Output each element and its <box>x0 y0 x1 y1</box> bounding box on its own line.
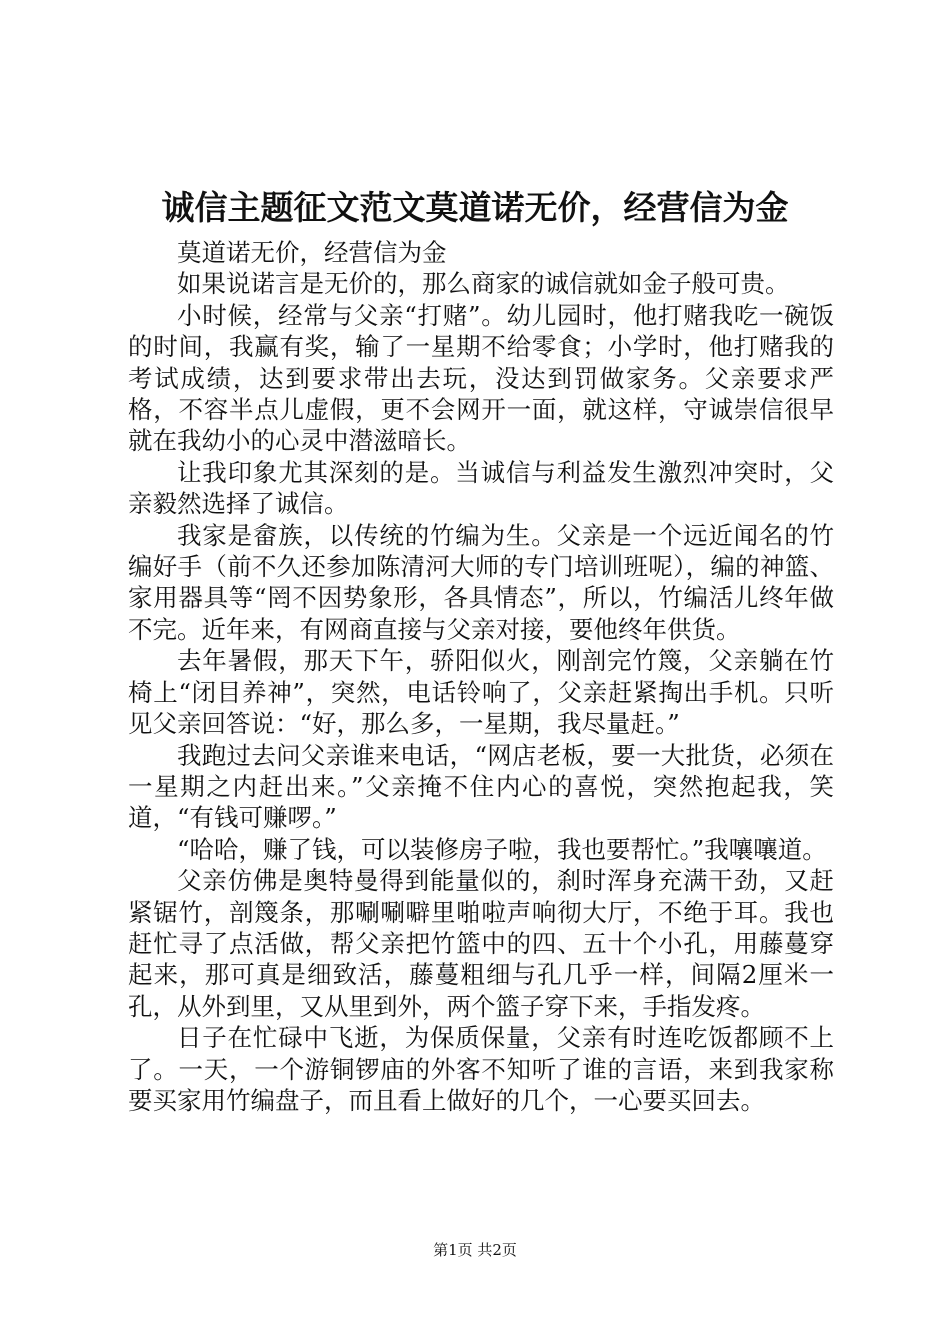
document-body <box>128 237 834 1116</box>
paragraph: 小时候，经常与父亲“打赌”。幼儿园时，他打赌我吃一碗饭的时间，我赢有奖，输了一星期不给零食；小学时，他打赌我的考试成绩，达到要求带出去玩，没达到罚做家务。父亲要求严格，不容半点儿虚假，更不会网开一面，就这样，守诚崇信很早就在我幼小的心灵中潜滋暗长。 <box>128 300 834 456</box>
paragraph: 父亲仿佛是奥特曼得到能量似的，刹时浑身充满干劲，又赶紧锯竹，剖篾条，那唰唰噼里啪啦声响彻大厅，不绝于耳。我也赶忙寻了点活做，帮父亲把竹篮中的四、五十个小孔，用藤蔓穿起来，那可真是细致活，藤蔓粗细与孔几乎一样，间隔2厘米一孔，从外到里，又从里到外，两个篮子穿下来，手指发疼。 <box>128 866 834 1021</box>
page-footer: 第1页 共2页 <box>433 1241 517 1259</box>
paragraph: 我家是畲族，以传统的竹编为生。父亲是一个远近闻名的竹编好手（前不久还参加陈清河大师的专门培训班呢），编的神篮、家用器具等“罔不因势象形，各具情态”，所以，竹编活儿终年做不完。近年来，有网商直接与父亲对接，要他终年供货。 <box>128 520 834 644</box>
document-title: 诚信主题征文范文莫道诺无价，经营信为金 <box>161 188 789 227</box>
paragraph: 我跑过去问父亲谁来电话，“网店老板，要一大批货，必须在一星期之内赶出来。”父亲掩不住内心的喜悦，突然抱起我，笑道，“有钱可赚啰。” <box>128 740 834 833</box>
paragraph: 让我印象尤其深刻的是。当诚信与利益发生激烈冲突时，父亲毅然选择了诚信。 <box>128 457 834 519</box>
paragraph: 如果说诺言是无价的，那么商家的诚信就如金子般可贵。 <box>177 269 790 299</box>
paragraph: 日子在忙碌中飞逝，为保质保量，父亲有时连吃饭都顾不上了。一天，一个游铜锣庙的外客不知听了谁的言语，来到我家称要买家用竹编盘子，而且看上做好的几个，一心要买回去。 <box>128 1023 834 1115</box>
paragraph: “哈哈，赚了钱，可以装修房子啦，我也要帮忙。”我嚷嚷道。 <box>177 834 827 864</box>
paragraph: 去年暑假，那天下午，骄阳似火，刚剖完竹篾，父亲躺在竹椅上“闭目养神”，突然，电话铃响了，父亲赶紧掏出手机。只听见父亲回答说：“好，那么多，一星期，我尽量赶。” <box>128 646 834 739</box>
paragraph: 莫道诺无价，经营信为金 <box>177 238 447 267</box>
